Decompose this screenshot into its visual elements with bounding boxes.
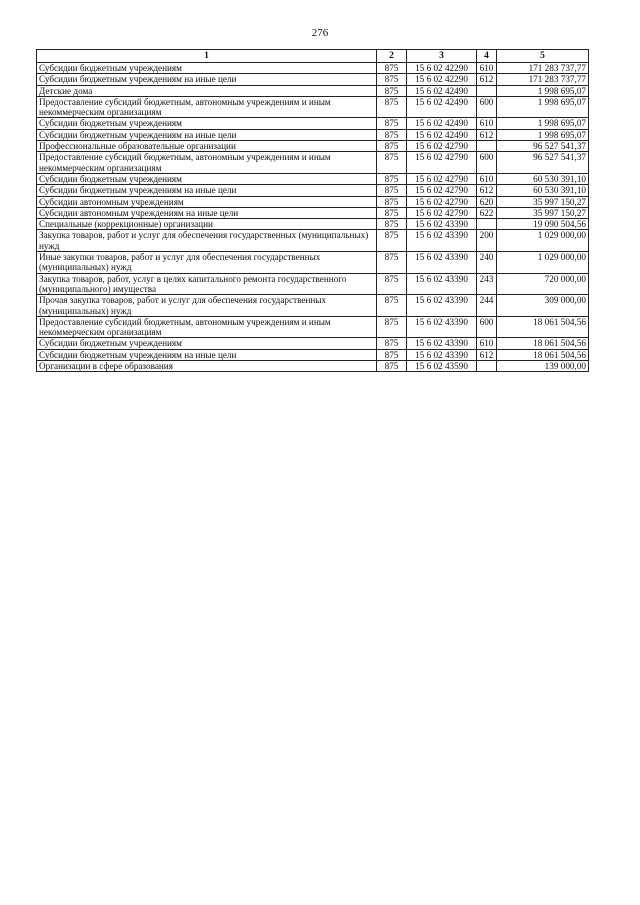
row-expense-type: 600 bbox=[477, 152, 497, 174]
table-row bbox=[37, 129, 589, 140]
table-row bbox=[37, 85, 589, 96]
row-amount: 309 000,00 bbox=[497, 295, 589, 317]
header-col-4: 4 bbox=[477, 50, 497, 63]
row-name: Субсидии бюджетным учреждениям на иные цели bbox=[37, 349, 377, 360]
table-row bbox=[37, 252, 589, 274]
row-target-code: 15 6 02 42490 bbox=[407, 96, 477, 118]
row-name: Субсидии бюджетным учреждениям bbox=[37, 63, 377, 74]
row-grbs-code: 875 bbox=[377, 85, 407, 96]
row-target-code: 15 6 02 43390 bbox=[407, 230, 477, 252]
row-amount: 1 998 695,07 bbox=[497, 96, 589, 118]
table-row bbox=[37, 141, 589, 152]
row-grbs-code: 875 bbox=[377, 273, 407, 295]
row-target-code: 15 6 02 42290 bbox=[407, 74, 477, 85]
row-expense-type: 610 bbox=[477, 173, 497, 184]
row-name: Предоставление субсидий бюджетным, автономным учреждениям и иным некоммерческим организациям bbox=[37, 316, 377, 338]
row-expense-type: 622 bbox=[477, 207, 497, 218]
row-target-code: 15 6 02 43390 bbox=[407, 295, 477, 317]
row-amount: 1 998 695,07 bbox=[497, 129, 589, 140]
row-target-code: 15 6 02 42290 bbox=[407, 63, 477, 74]
table-row bbox=[37, 316, 589, 338]
table-row bbox=[37, 152, 589, 174]
row-expense-type: 612 bbox=[477, 185, 497, 196]
row-expense-type bbox=[477, 141, 497, 152]
header-col-3: 3 bbox=[407, 50, 477, 63]
header-row bbox=[37, 50, 589, 63]
header-col-1: 1 bbox=[37, 50, 377, 63]
header-col-5: 5 bbox=[497, 50, 589, 63]
row-grbs-code: 875 bbox=[377, 230, 407, 252]
table-header bbox=[37, 50, 589, 63]
header-col-2: 2 bbox=[377, 50, 407, 63]
row-expense-type: 600 bbox=[477, 316, 497, 338]
row-name: Субсидии бюджетным учреждениям bbox=[37, 173, 377, 184]
row-target-code: 15 6 02 43390 bbox=[407, 349, 477, 360]
row-grbs-code: 875 bbox=[377, 295, 407, 317]
row-grbs-code: 875 bbox=[377, 316, 407, 338]
table-row bbox=[37, 273, 589, 295]
table-row bbox=[37, 74, 589, 85]
row-amount: 60 530 391,10 bbox=[497, 173, 589, 184]
table-row bbox=[37, 295, 589, 317]
row-target-code: 15 6 02 42490 bbox=[407, 118, 477, 129]
row-name: Предоставление субсидий бюджетным, автономным учреждениям и иным некоммерческим организациям bbox=[37, 152, 377, 174]
row-expense-type: 600 bbox=[477, 96, 497, 118]
row-grbs-code: 875 bbox=[377, 196, 407, 207]
table-row bbox=[37, 361, 589, 372]
table-row bbox=[37, 63, 589, 74]
row-target-code: 15 6 02 43390 bbox=[407, 316, 477, 338]
row-grbs-code: 875 bbox=[377, 118, 407, 129]
row-grbs-code: 875 bbox=[377, 173, 407, 184]
row-name: Организации в сфере образования bbox=[37, 361, 377, 372]
row-grbs-code: 875 bbox=[377, 252, 407, 274]
row-name: Субсидии бюджетным учреждениям bbox=[37, 338, 377, 349]
row-name: Профессиональные образовательные организации bbox=[37, 141, 377, 152]
table-row bbox=[37, 207, 589, 218]
row-expense-type: 620 bbox=[477, 196, 497, 207]
row-expense-type bbox=[477, 361, 497, 372]
row-amount: 1 998 695,07 bbox=[497, 118, 589, 129]
table-row bbox=[37, 173, 589, 184]
row-target-code: 15 6 02 42490 bbox=[407, 129, 477, 140]
row-amount: 35 997 150,27 bbox=[497, 207, 589, 218]
row-grbs-code: 875 bbox=[377, 152, 407, 174]
row-name: Субсидии автономным учреждениям bbox=[37, 196, 377, 207]
row-expense-type: 200 bbox=[477, 230, 497, 252]
row-amount: 60 530 391,10 bbox=[497, 185, 589, 196]
row-amount: 18 061 504,56 bbox=[497, 316, 589, 338]
row-grbs-code: 875 bbox=[377, 96, 407, 118]
row-expense-type: 240 bbox=[477, 252, 497, 274]
row-amount: 720 000,00 bbox=[497, 273, 589, 295]
table-body bbox=[37, 63, 589, 372]
row-grbs-code: 875 bbox=[377, 338, 407, 349]
row-expense-type: 612 bbox=[477, 74, 497, 85]
row-grbs-code: 875 bbox=[377, 141, 407, 152]
budget-table bbox=[36, 49, 589, 372]
row-target-code: 15 6 02 42790 bbox=[407, 141, 477, 152]
row-name: Субсидии бюджетным учреждениям на иные цели bbox=[37, 129, 377, 140]
row-amount: 96 527 541,37 bbox=[497, 152, 589, 174]
row-expense-type: 612 bbox=[477, 349, 497, 360]
row-grbs-code: 875 bbox=[377, 361, 407, 372]
row-amount: 18 061 504,56 bbox=[497, 349, 589, 360]
row-amount: 18 061 504,56 bbox=[497, 338, 589, 349]
table-row bbox=[37, 349, 589, 360]
row-amount: 139 000,00 bbox=[497, 361, 589, 372]
table-row bbox=[37, 96, 589, 118]
row-target-code: 15 6 02 43390 bbox=[407, 338, 477, 349]
row-expense-type: 610 bbox=[477, 338, 497, 349]
row-target-code: 15 6 02 42790 bbox=[407, 196, 477, 207]
row-target-code: 15 6 02 42790 bbox=[407, 207, 477, 218]
row-name: Иные закупки товаров, работ и услуг для обеспечения государственных (муниципальных) нужд bbox=[37, 252, 377, 274]
row-expense-type: 610 bbox=[477, 118, 497, 129]
table-row bbox=[37, 196, 589, 207]
row-amount: 19 090 504,56 bbox=[497, 219, 589, 230]
row-amount: 1 029 000,00 bbox=[497, 252, 589, 274]
row-amount: 96 527 541,37 bbox=[497, 141, 589, 152]
row-amount: 1 029 000,00 bbox=[497, 230, 589, 252]
table-row bbox=[37, 219, 589, 230]
row-grbs-code: 875 bbox=[377, 185, 407, 196]
row-name: Закупка товаров, работ и услуг для обеспечения государственных (муниципальных) нужд bbox=[37, 230, 377, 252]
table-row bbox=[37, 230, 589, 252]
row-name: Субсидии бюджетным учреждениям bbox=[37, 118, 377, 129]
page-number: 276 bbox=[311, 27, 329, 39]
row-target-code: 15 6 02 43590 bbox=[407, 361, 477, 372]
row-grbs-code: 875 bbox=[377, 207, 407, 218]
row-name: Субсидии автономным учреждениям на иные цели bbox=[37, 207, 377, 218]
row-expense-type: 612 bbox=[477, 129, 497, 140]
row-expense-type: 243 bbox=[477, 273, 497, 295]
row-expense-type: 610 bbox=[477, 63, 497, 74]
row-name: Специальные (коррекционные) организации bbox=[37, 219, 377, 230]
table-row bbox=[37, 185, 589, 196]
row-name: Предоставление субсидий бюджетным, автономным учреждениям и иным некоммерческим организациям bbox=[37, 96, 377, 118]
row-amount: 171 283 737,77 bbox=[497, 63, 589, 74]
row-expense-type bbox=[477, 85, 497, 96]
row-name: Субсидии бюджетным учреждениям на иные цели bbox=[37, 185, 377, 196]
table-row bbox=[37, 118, 589, 129]
row-grbs-code: 875 bbox=[377, 63, 407, 74]
row-name: Закупка товаров, работ, услуг в целях капитального ремонта государственного (муниципального) имущества bbox=[37, 273, 377, 295]
row-name: Субсидии бюджетным учреждениям на иные цели bbox=[37, 74, 377, 85]
table-row bbox=[37, 338, 589, 349]
row-grbs-code: 875 bbox=[377, 219, 407, 230]
row-target-code: 15 6 02 43390 bbox=[407, 252, 477, 274]
row-expense-type bbox=[477, 219, 497, 230]
row-name: Детские дома bbox=[37, 85, 377, 96]
row-target-code: 15 6 02 42790 bbox=[407, 185, 477, 196]
row-target-code: 15 6 02 43390 bbox=[407, 273, 477, 295]
row-target-code: 15 6 02 42490 bbox=[407, 85, 477, 96]
row-name: Прочая закупка товаров, работ и услуг для обеспечения государственных (муниципальных) нужд bbox=[37, 295, 377, 317]
row-amount: 35 997 150,27 bbox=[497, 196, 589, 207]
row-amount: 171 283 737,77 bbox=[497, 74, 589, 85]
row-target-code: 15 6 02 42790 bbox=[407, 173, 477, 184]
row-grbs-code: 875 bbox=[377, 74, 407, 85]
row-target-code: 15 6 02 42790 bbox=[407, 152, 477, 174]
row-grbs-code: 875 bbox=[377, 129, 407, 140]
row-expense-type: 244 bbox=[477, 295, 497, 317]
row-grbs-code: 875 bbox=[377, 349, 407, 360]
row-target-code: 15 6 02 43390 bbox=[407, 219, 477, 230]
row-amount: 1 998 695,07 bbox=[497, 85, 589, 96]
